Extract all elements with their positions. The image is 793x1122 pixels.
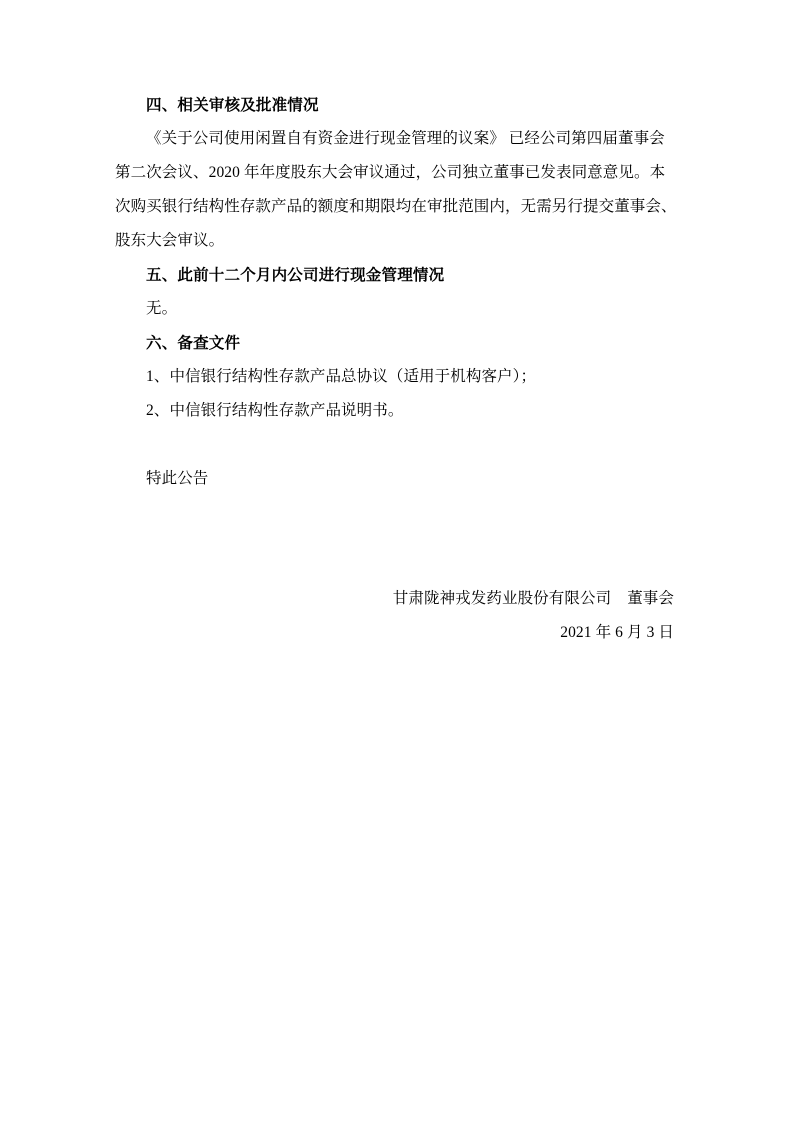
section-five-body: 无。 [146,300,178,317]
spacer-before-signature-2 [115,548,680,582]
section-six-item-2: 2、中信银行结构性存款产品说明书。 [146,402,404,419]
section-five-heading: 五、此前十二个月内公司进行现金管理情况 [146,266,445,284]
closing-statement: 特此公告 [146,470,209,487]
section-six-item-1: 1、中信银行结构性存款产品总协议（适用于机构客户）； [146,368,537,385]
document-body [115,88,680,650]
signature-board: 董事会 [627,590,674,607]
section-six-heading: 六、备查文件 [146,334,241,352]
signature-company-name: 甘肃陇神戎发药业股份有限公司 [392,590,612,607]
signature-date: 2021 年 6 月 3 日 [560,624,674,641]
spacer-before-signature [115,496,680,548]
spacer-before-closing [115,428,680,462]
signature-company-line [115,582,680,616]
section-four-body: 《关于公司使用闲置自有资金进行现金管理的议案》 已经公司第四届董事会第二次会议、2020 年年度股东大会审议通过，公司独立董事已发表同意意见。本次购买银行结构性存款产品的额度和期限均在审批范围内，无需另行提交董事会、股东大会审议。 [115,130,677,249]
section-four-heading: 四、相关审核及批准情况 [146,96,319,114]
